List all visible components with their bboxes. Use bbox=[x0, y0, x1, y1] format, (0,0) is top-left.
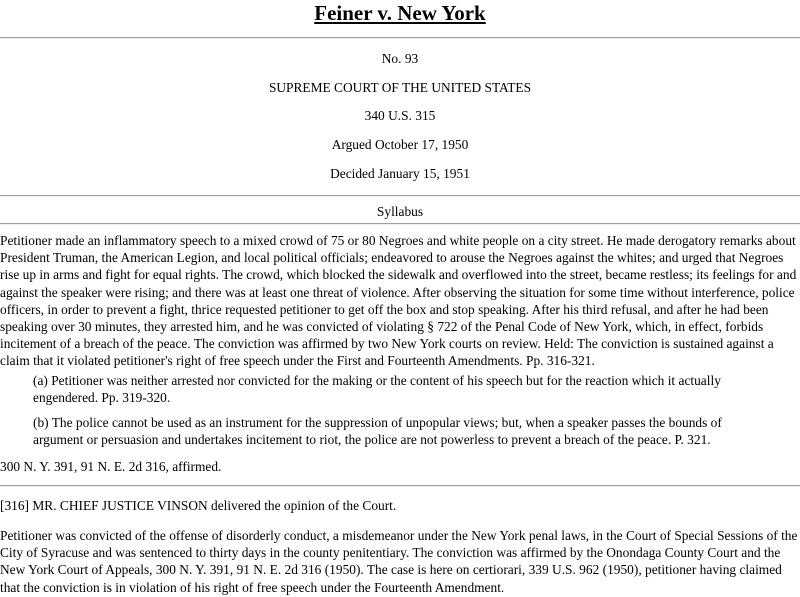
opinion-paragraph: Petitioner was convicted of the offense of disorderly conduct, a misdemeanor under the New York penal laws, in the Court of Special Sessions of the City of Syracuse and was sentenced to thirty days in the county penitentiary. The conviction was affirmed by the Onondaga County Court and the New York Court of Appeals, 300 N. Y. 391, 91 N. E. 2d 316 (1950). The case is here on certiorari, 339 U.S. 962 (1950), petitioner having claimed that the conviction is in violation of his right of free speech under the Fourteenth Amendment. bbox=[0, 528, 798, 595]
affirmed-line: 300 N. Y. 391, 91 N. E. 2d 316, affirmed. bbox=[0, 459, 222, 474]
divider-syllabus bbox=[0, 195, 800, 197]
court-name: SUPREME COURT OF THE UNITED STATES bbox=[268, 80, 532, 95]
divider-opinion bbox=[0, 485, 800, 487]
argued-date: Argued October 17, 1950 bbox=[331, 137, 469, 152]
decided-date: Decided January 15, 1951 bbox=[330, 166, 470, 181]
syllabus-paragraph: Petitioner made an inflammatory speech to a mixed crowd of 75 or 80 Negroes and white people on a city street. He made derogatory remarks about President Truman, the American Legion, and local political officials; endeavored to arouse the Negroes against the whites; and urged that Negroes rise up in arms and fight for equal rights. The crowd, which blocked the sidewalk and overflowed into the street, became restless; its feelings for and against the speaker were rising; and there was at least one threat of violence. After observing the situation for some time without interference, police officers, in order to prevent a fight, thrice requested petitioner to get off the box and stop speaking. After his third refusal, and after he had been speaking over 30 minutes, they arrested him, and he was convicted of violating § 722 of the Penal Code of New York, which, in effect, forbids incitement of a breach of the peace. The conviction was affirmed by two New York courts on review. Held: The conviction is sustained against a claim that it violated petitioner's right of free speech under the First and Fourteenth Amendments. Pp. 316-321. bbox=[0, 233, 797, 369]
syllabus-heading: Syllabus bbox=[376, 204, 424, 219]
divider-top bbox=[0, 37, 800, 39]
case-number: No. 93 bbox=[381, 51, 419, 66]
divider-syllabus-body bbox=[0, 223, 800, 225]
holding-b: (b) The police cannot be used as an instrument for the suppression of unpopular views; but, when a speaker passes the bounds of argument or persuasion and undertakes incitement to riot, the police are not powerless to prevent a breach of the peace. P. 321. bbox=[33, 415, 722, 448]
opinion-intro: [316] MR. CHIEF JUSTICE VINSON delivered the opinion of the Court. bbox=[0, 498, 397, 513]
page-title: Feiner v. New York bbox=[314, 1, 486, 25]
citation: 340 U.S. 315 bbox=[364, 108, 436, 123]
holding-a: (a) Petitioner was neither arrested nor convicted for the making or the content of his speech but for the reaction which it actually engendered. Pp. 319-320. bbox=[33, 373, 721, 406]
